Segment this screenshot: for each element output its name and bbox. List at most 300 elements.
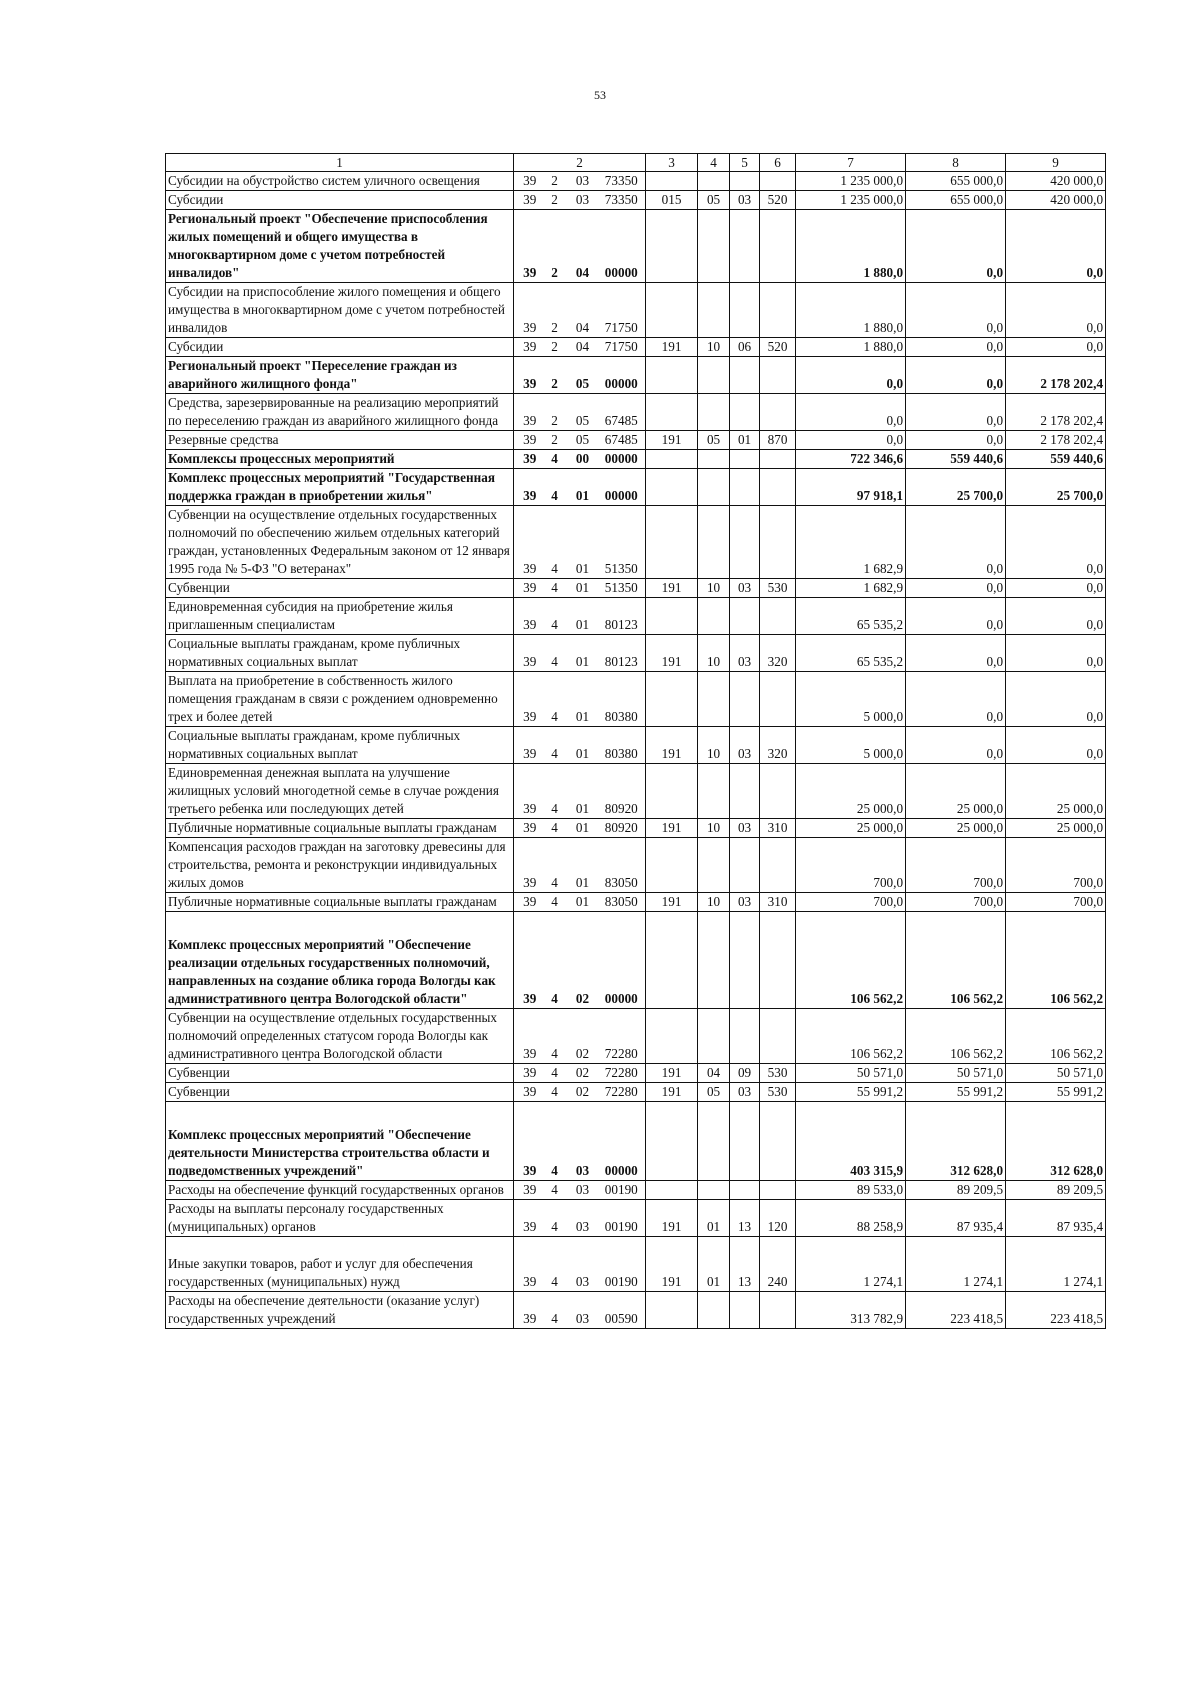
code-ministry bbox=[646, 672, 698, 727]
code-program: 39 bbox=[514, 450, 544, 469]
row-name: Субвенции bbox=[166, 1083, 514, 1102]
code-ministry: 191 bbox=[646, 727, 698, 764]
code-type: 4 bbox=[544, 912, 566, 1009]
code-direction: 67485 bbox=[600, 394, 646, 431]
code-section: 01 bbox=[698, 1200, 730, 1237]
code-subprogram: 01 bbox=[566, 469, 600, 506]
amount-col-9: 0,0 bbox=[1006, 506, 1106, 579]
table-row bbox=[166, 394, 1106, 431]
code-expense-type bbox=[760, 172, 796, 191]
code-section bbox=[698, 210, 730, 283]
amount-col-8: 700,0 bbox=[906, 838, 1006, 893]
amount-col-7: 89 533,0 bbox=[796, 1181, 906, 1200]
row-name: Выплата на приобретение в собственность жилого помещения гражданам в связи с рождением одновременно трех и более детей bbox=[166, 672, 514, 727]
amount-col-7: 55 991,2 bbox=[796, 1083, 906, 1102]
code-direction: 00000 bbox=[600, 1102, 646, 1181]
amount-col-8: 0,0 bbox=[906, 338, 1006, 357]
code-type: 2 bbox=[544, 191, 566, 210]
amount-col-8: 0,0 bbox=[906, 506, 1006, 579]
code-subprogram: 01 bbox=[566, 727, 600, 764]
code-ministry: 191 bbox=[646, 1064, 698, 1083]
code-subprogram: 01 bbox=[566, 598, 600, 635]
code-subprogram: 05 bbox=[566, 431, 600, 450]
code-ministry: 191 bbox=[646, 819, 698, 838]
code-subprogram: 05 bbox=[566, 394, 600, 431]
code-section: 10 bbox=[698, 893, 730, 912]
code-direction: 51350 bbox=[600, 579, 646, 598]
code-subprogram: 04 bbox=[566, 338, 600, 357]
code-type: 4 bbox=[544, 1009, 566, 1064]
code-ministry: 191 bbox=[646, 1200, 698, 1237]
code-direction: 73350 bbox=[600, 191, 646, 210]
code-subprogram: 01 bbox=[566, 672, 600, 727]
code-expense-type: 530 bbox=[760, 579, 796, 598]
code-subprogram: 01 bbox=[566, 635, 600, 672]
code-type: 4 bbox=[544, 1237, 566, 1292]
code-subprogram: 03 bbox=[566, 1102, 600, 1181]
code-subsection bbox=[730, 210, 760, 283]
code-subprogram: 04 bbox=[566, 210, 600, 283]
code-ministry bbox=[646, 210, 698, 283]
header-col-5: 5 bbox=[730, 154, 760, 172]
code-type: 4 bbox=[544, 1292, 566, 1329]
row-name: Иные закупки товаров, работ и услуг для обеспечения государственных (муниципальных) нужд bbox=[166, 1237, 514, 1292]
code-ministry: 191 bbox=[646, 338, 698, 357]
code-expense-type bbox=[760, 394, 796, 431]
code-subprogram: 01 bbox=[566, 764, 600, 819]
amount-col-8: 0,0 bbox=[906, 210, 1006, 283]
code-section bbox=[698, 764, 730, 819]
code-section bbox=[698, 172, 730, 191]
code-program: 39 bbox=[514, 394, 544, 431]
code-expense-type bbox=[760, 672, 796, 727]
table-row bbox=[166, 1237, 1106, 1292]
code-ministry bbox=[646, 838, 698, 893]
table-row bbox=[166, 1102, 1106, 1181]
table-row bbox=[166, 819, 1106, 838]
table-row bbox=[166, 727, 1106, 764]
amount-col-9: 25 700,0 bbox=[1006, 469, 1106, 506]
code-subsection bbox=[730, 450, 760, 469]
amount-col-8: 0,0 bbox=[906, 598, 1006, 635]
code-ministry bbox=[646, 506, 698, 579]
code-program: 39 bbox=[514, 1181, 544, 1200]
code-direction: 80380 bbox=[600, 672, 646, 727]
code-subprogram: 02 bbox=[566, 912, 600, 1009]
amount-col-7: 0,0 bbox=[796, 394, 906, 431]
amount-col-8: 106 562,2 bbox=[906, 912, 1006, 1009]
amount-col-7: 106 562,2 bbox=[796, 912, 906, 1009]
row-name: Публичные нормативные социальные выплаты гражданам bbox=[166, 819, 514, 838]
amount-col-7: 5 000,0 bbox=[796, 672, 906, 727]
amount-col-7: 106 562,2 bbox=[796, 1009, 906, 1064]
code-subprogram: 03 bbox=[566, 1181, 600, 1200]
amount-col-7: 25 000,0 bbox=[796, 819, 906, 838]
budget-table bbox=[165, 153, 1106, 1329]
code-expense-type bbox=[760, 283, 796, 338]
header-col-7: 7 bbox=[796, 154, 906, 172]
code-section bbox=[698, 1009, 730, 1064]
amount-col-9: 2 178 202,4 bbox=[1006, 357, 1106, 394]
code-subsection bbox=[730, 394, 760, 431]
code-expense-type: 240 bbox=[760, 1237, 796, 1292]
code-section bbox=[698, 506, 730, 579]
amount-col-9: 700,0 bbox=[1006, 893, 1106, 912]
code-type: 4 bbox=[544, 1200, 566, 1237]
table-row bbox=[166, 469, 1106, 506]
table-row bbox=[166, 506, 1106, 579]
amount-col-8: 0,0 bbox=[906, 357, 1006, 394]
code-expense-type bbox=[760, 357, 796, 394]
code-expense-type: 320 bbox=[760, 635, 796, 672]
header-col-9: 9 bbox=[1006, 154, 1106, 172]
code-subsection bbox=[730, 283, 760, 338]
row-name: Региональный проект "Переселение граждан из аварийного жилищного фонда" bbox=[166, 357, 514, 394]
code-section bbox=[698, 1181, 730, 1200]
code-direction: 72280 bbox=[600, 1064, 646, 1083]
code-expense-type bbox=[760, 1292, 796, 1329]
code-program: 39 bbox=[514, 672, 544, 727]
code-direction: 80920 bbox=[600, 819, 646, 838]
code-section: 05 bbox=[698, 1083, 730, 1102]
code-program: 39 bbox=[514, 1102, 544, 1181]
code-subprogram: 03 bbox=[566, 191, 600, 210]
code-subsection bbox=[730, 764, 760, 819]
table-row bbox=[166, 1064, 1106, 1083]
row-name: Региональный проект "Обеспечение приспособления жилых помещений и общего имущества в многоквартирном доме с учетом потребностей инвалидов" bbox=[166, 210, 514, 283]
code-type: 4 bbox=[544, 1102, 566, 1181]
code-ministry: 191 bbox=[646, 1083, 698, 1102]
amount-col-7: 1 235 000,0 bbox=[796, 172, 906, 191]
code-section: 04 bbox=[698, 1064, 730, 1083]
amount-col-8: 0,0 bbox=[906, 635, 1006, 672]
code-subprogram: 02 bbox=[566, 1083, 600, 1102]
code-subprogram: 03 bbox=[566, 1200, 600, 1237]
amount-col-8: 89 209,5 bbox=[906, 1181, 1006, 1200]
row-name: Компенсация расходов граждан на заготовку древесины для строительства, ремонта и реконструкции индивидуальных жилых домов bbox=[166, 838, 514, 893]
code-program: 39 bbox=[514, 1200, 544, 1237]
code-direction: 51350 bbox=[600, 506, 646, 579]
code-section: 10 bbox=[698, 635, 730, 672]
table-row bbox=[166, 210, 1106, 283]
amount-col-9: 50 571,0 bbox=[1006, 1064, 1106, 1083]
code-program: 39 bbox=[514, 1064, 544, 1083]
code-program: 39 bbox=[514, 172, 544, 191]
code-section bbox=[698, 672, 730, 727]
code-subsection: 13 bbox=[730, 1200, 760, 1237]
header-col-4: 4 bbox=[698, 154, 730, 172]
row-name: Расходы на обеспечение функций государственных органов bbox=[166, 1181, 514, 1200]
header-col-2: 2 bbox=[514, 154, 646, 172]
amount-col-9: 0,0 bbox=[1006, 727, 1106, 764]
code-type: 4 bbox=[544, 506, 566, 579]
row-name: Средства, зарезервированные на реализацию мероприятий по переселению граждан из аварийного жилищного фонда bbox=[166, 394, 514, 431]
code-section bbox=[698, 469, 730, 506]
table-row bbox=[166, 450, 1106, 469]
amount-col-8: 312 628,0 bbox=[906, 1102, 1006, 1181]
code-section: 05 bbox=[698, 191, 730, 210]
amount-col-9: 1 274,1 bbox=[1006, 1237, 1106, 1292]
page-number: 53 bbox=[594, 88, 606, 102]
code-ministry: 191 bbox=[646, 579, 698, 598]
amount-col-9: 223 418,5 bbox=[1006, 1292, 1106, 1329]
table-row bbox=[166, 598, 1106, 635]
row-name: Расходы на обеспечение деятельности (оказание услуг) государственных учреждений bbox=[166, 1292, 514, 1329]
amount-col-9: 0,0 bbox=[1006, 283, 1106, 338]
code-expense-type bbox=[760, 1181, 796, 1200]
row-name: Комплекс процессных мероприятий "Государственная поддержка граждан в приобретении жилья" bbox=[166, 469, 514, 506]
code-ministry bbox=[646, 764, 698, 819]
amount-col-9: 0,0 bbox=[1006, 635, 1106, 672]
code-expense-type bbox=[760, 912, 796, 1009]
code-type: 4 bbox=[544, 579, 566, 598]
code-program: 39 bbox=[514, 912, 544, 1009]
code-subprogram: 01 bbox=[566, 506, 600, 579]
code-direction: 80920 bbox=[600, 764, 646, 819]
code-subsection: 06 bbox=[730, 338, 760, 357]
code-expense-type: 870 bbox=[760, 431, 796, 450]
amount-col-9: 25 000,0 bbox=[1006, 819, 1106, 838]
code-expense-type: 520 bbox=[760, 191, 796, 210]
code-direction: 00590 bbox=[600, 1292, 646, 1329]
code-direction: 83050 bbox=[600, 893, 646, 912]
amount-col-8: 25 000,0 bbox=[906, 819, 1006, 838]
row-name: Субвенции на осуществление отдельных государственных полномочий определенных статусом города Вологды как административного центра Вологодской области bbox=[166, 1009, 514, 1064]
code-type: 2 bbox=[544, 172, 566, 191]
row-name: Комплекс процессных мероприятий "Обеспечение реализации отдельных государственных полномочий, направленных на создание облика города Вологды как административного центра Вологодской области" bbox=[166, 912, 514, 1009]
code-type: 4 bbox=[544, 1181, 566, 1200]
code-program: 39 bbox=[514, 838, 544, 893]
row-name: Единовременная субсидия на приобретение жилья приглашенным специалистам bbox=[166, 598, 514, 635]
table-row bbox=[166, 191, 1106, 210]
row-name: Субсидии bbox=[166, 338, 514, 357]
code-ministry: 191 bbox=[646, 431, 698, 450]
amount-col-8: 700,0 bbox=[906, 893, 1006, 912]
code-type: 2 bbox=[544, 394, 566, 431]
code-program: 39 bbox=[514, 579, 544, 598]
code-subsection bbox=[730, 172, 760, 191]
code-program: 39 bbox=[514, 338, 544, 357]
amount-col-8: 0,0 bbox=[906, 727, 1006, 764]
code-direction: 80380 bbox=[600, 727, 646, 764]
code-expense-type bbox=[760, 838, 796, 893]
amount-col-9: 559 440,6 bbox=[1006, 450, 1106, 469]
row-name: Субвенции bbox=[166, 579, 514, 598]
code-section bbox=[698, 912, 730, 1009]
code-expense-type bbox=[760, 764, 796, 819]
code-direction: 00000 bbox=[600, 469, 646, 506]
code-subprogram: 02 bbox=[566, 1064, 600, 1083]
code-expense-type bbox=[760, 598, 796, 635]
code-subsection bbox=[730, 598, 760, 635]
code-direction: 00000 bbox=[600, 357, 646, 394]
table-row bbox=[166, 893, 1106, 912]
code-subsection: 03 bbox=[730, 727, 760, 764]
code-section: 05 bbox=[698, 431, 730, 450]
amount-col-8: 0,0 bbox=[906, 579, 1006, 598]
code-expense-type: 530 bbox=[760, 1064, 796, 1083]
amount-col-9: 89 209,5 bbox=[1006, 1181, 1106, 1200]
code-subprogram: 03 bbox=[566, 1292, 600, 1329]
table-row bbox=[166, 1200, 1106, 1237]
amount-col-8: 0,0 bbox=[906, 394, 1006, 431]
code-type: 2 bbox=[544, 283, 566, 338]
amount-col-9: 0,0 bbox=[1006, 338, 1106, 357]
code-program: 39 bbox=[514, 598, 544, 635]
amount-col-9: 87 935,4 bbox=[1006, 1200, 1106, 1237]
row-name: Субвенции bbox=[166, 1064, 514, 1083]
code-subprogram: 01 bbox=[566, 893, 600, 912]
code-type: 4 bbox=[544, 1064, 566, 1083]
code-program: 39 bbox=[514, 727, 544, 764]
amount-col-8: 106 562,2 bbox=[906, 1009, 1006, 1064]
amount-col-7: 1 274,1 bbox=[796, 1237, 906, 1292]
code-direction: 80123 bbox=[600, 635, 646, 672]
code-section bbox=[698, 450, 730, 469]
code-subsection: 09 bbox=[730, 1064, 760, 1083]
code-section: 01 bbox=[698, 1237, 730, 1292]
code-program: 39 bbox=[514, 635, 544, 672]
code-type: 4 bbox=[544, 672, 566, 727]
amount-col-9: 55 991,2 bbox=[1006, 1083, 1106, 1102]
amount-col-9: 420 000,0 bbox=[1006, 172, 1106, 191]
code-ministry bbox=[646, 172, 698, 191]
table-row bbox=[166, 172, 1106, 191]
code-ministry bbox=[646, 1292, 698, 1329]
amount-col-7: 700,0 bbox=[796, 893, 906, 912]
amount-col-9: 700,0 bbox=[1006, 838, 1106, 893]
code-subsection bbox=[730, 1181, 760, 1200]
row-name: Публичные нормативные социальные выплаты гражданам bbox=[166, 893, 514, 912]
code-type: 2 bbox=[544, 210, 566, 283]
code-subsection bbox=[730, 912, 760, 1009]
code-expense-type: 320 bbox=[760, 727, 796, 764]
code-program: 39 bbox=[514, 819, 544, 838]
amount-col-8: 1 274,1 bbox=[906, 1237, 1006, 1292]
code-ministry bbox=[646, 450, 698, 469]
code-program: 39 bbox=[514, 506, 544, 579]
code-subsection: 13 bbox=[730, 1237, 760, 1292]
table-row bbox=[166, 1181, 1106, 1200]
amount-col-9: 106 562,2 bbox=[1006, 1009, 1106, 1064]
amount-col-7: 1 682,9 bbox=[796, 506, 906, 579]
amount-col-7: 1 880,0 bbox=[796, 338, 906, 357]
code-section: 10 bbox=[698, 727, 730, 764]
code-expense-type: 120 bbox=[760, 1200, 796, 1237]
code-subprogram: 01 bbox=[566, 819, 600, 838]
code-section bbox=[698, 394, 730, 431]
code-subprogram: 03 bbox=[566, 172, 600, 191]
code-type: 4 bbox=[544, 764, 566, 819]
code-subsection bbox=[730, 469, 760, 506]
code-ministry: 191 bbox=[646, 1237, 698, 1292]
amount-col-8: 655 000,0 bbox=[906, 191, 1006, 210]
code-section bbox=[698, 283, 730, 338]
code-type: 4 bbox=[544, 450, 566, 469]
header-col-8: 8 bbox=[906, 154, 1006, 172]
code-direction: 00190 bbox=[600, 1200, 646, 1237]
header-col-1: 1 bbox=[166, 154, 514, 172]
code-subsection: 03 bbox=[730, 191, 760, 210]
row-name: Социальные выплаты гражданам, кроме публичных нормативных социальных выплат bbox=[166, 635, 514, 672]
code-subsection bbox=[730, 506, 760, 579]
code-ministry bbox=[646, 394, 698, 431]
code-type: 4 bbox=[544, 469, 566, 506]
amount-col-9: 2 178 202,4 bbox=[1006, 394, 1106, 431]
table-row bbox=[166, 1083, 1106, 1102]
code-type: 4 bbox=[544, 893, 566, 912]
code-direction: 00190 bbox=[600, 1181, 646, 1200]
code-direction: 00000 bbox=[600, 210, 646, 283]
code-program: 39 bbox=[514, 357, 544, 394]
code-direction: 83050 bbox=[600, 838, 646, 893]
code-section bbox=[698, 1292, 730, 1329]
amount-col-7: 1 880,0 bbox=[796, 210, 906, 283]
amount-col-7: 0,0 bbox=[796, 431, 906, 450]
code-subprogram: 05 bbox=[566, 357, 600, 394]
code-direction: 00000 bbox=[600, 450, 646, 469]
table-row bbox=[166, 357, 1106, 394]
code-ministry bbox=[646, 1009, 698, 1064]
code-direction: 73350 bbox=[600, 172, 646, 191]
code-type: 4 bbox=[544, 635, 566, 672]
row-name: Резервные средства bbox=[166, 431, 514, 450]
table-row bbox=[166, 912, 1106, 1009]
row-name: Комплексы процессных мероприятий bbox=[166, 450, 514, 469]
code-program: 39 bbox=[514, 210, 544, 283]
table-row bbox=[166, 579, 1106, 598]
code-direction: 71750 bbox=[600, 283, 646, 338]
code-direction: 00190 bbox=[600, 1237, 646, 1292]
table-row bbox=[166, 431, 1106, 450]
code-section: 10 bbox=[698, 819, 730, 838]
amount-col-9: 0,0 bbox=[1006, 598, 1106, 635]
code-subsection: 03 bbox=[730, 819, 760, 838]
code-section bbox=[698, 357, 730, 394]
row-name: Субвенции на осуществление отдельных государственных полномочий по обеспечению жильем отдельных категорий граждан, установленных Федеральным законом от 12 января 1995 года № 5-ФЗ "О ветеранах" bbox=[166, 506, 514, 579]
code-expense-type bbox=[760, 506, 796, 579]
amount-col-8: 655 000,0 bbox=[906, 172, 1006, 191]
code-type: 2 bbox=[544, 338, 566, 357]
amount-col-8: 559 440,6 bbox=[906, 450, 1006, 469]
row-name: Субсидии bbox=[166, 191, 514, 210]
amount-col-9: 106 562,2 bbox=[1006, 912, 1106, 1009]
code-type: 4 bbox=[544, 1083, 566, 1102]
amount-col-7: 1 235 000,0 bbox=[796, 191, 906, 210]
code-subsection: 03 bbox=[730, 635, 760, 672]
amount-col-7: 1 880,0 bbox=[796, 283, 906, 338]
table-row bbox=[166, 283, 1106, 338]
code-direction: 00000 bbox=[600, 912, 646, 1009]
code-subsection: 03 bbox=[730, 1083, 760, 1102]
code-program: 39 bbox=[514, 1083, 544, 1102]
amount-col-8: 25 700,0 bbox=[906, 469, 1006, 506]
amount-col-8: 87 935,4 bbox=[906, 1200, 1006, 1237]
row-name: Расходы на выплаты персоналу государственных (муниципальных) органов bbox=[166, 1200, 514, 1237]
amount-col-9: 0,0 bbox=[1006, 579, 1106, 598]
amount-col-7: 25 000,0 bbox=[796, 764, 906, 819]
code-type: 2 bbox=[544, 357, 566, 394]
amount-col-8: 0,0 bbox=[906, 283, 1006, 338]
code-program: 39 bbox=[514, 764, 544, 819]
code-expense-type bbox=[760, 210, 796, 283]
header-col-3: 3 bbox=[646, 154, 698, 172]
amount-col-7: 97 918,1 bbox=[796, 469, 906, 506]
amount-col-7: 65 535,2 bbox=[796, 598, 906, 635]
amount-col-9: 0,0 bbox=[1006, 210, 1106, 283]
code-subsection: 01 bbox=[730, 431, 760, 450]
code-expense-type bbox=[760, 1009, 796, 1064]
